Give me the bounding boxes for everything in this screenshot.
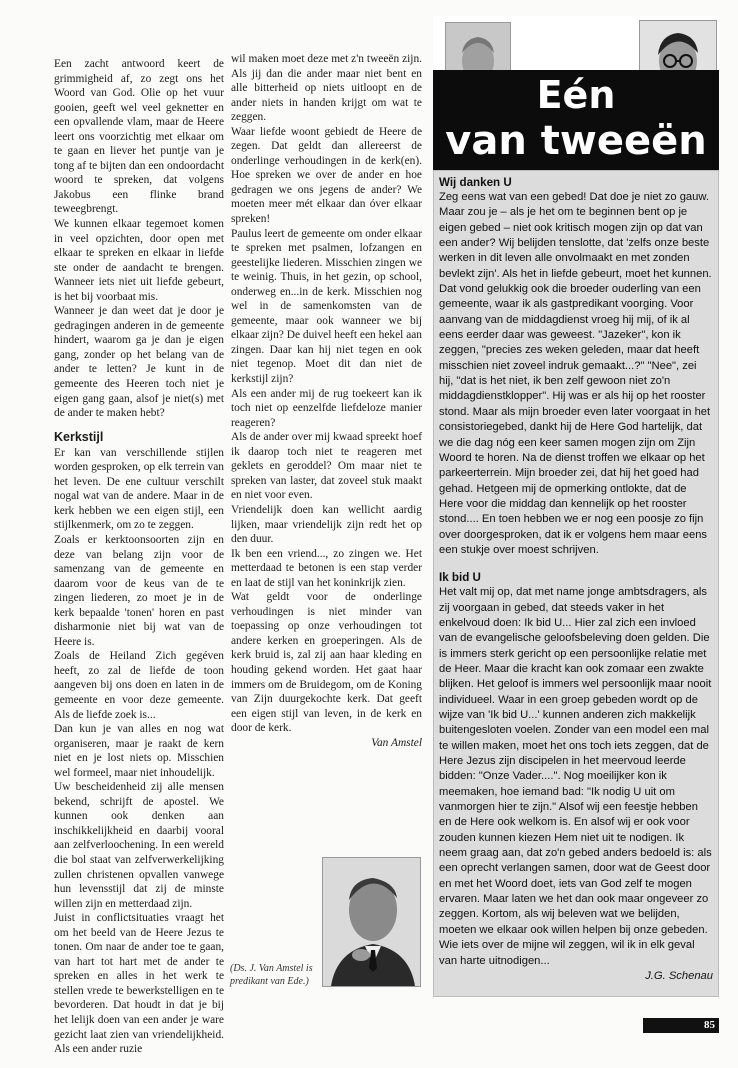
article-column-2	[231, 52, 422, 750]
section-heading-kerkstijl: Kerkstijl	[54, 429, 104, 444]
column-title-box	[433, 70, 719, 170]
section-heading-wij-danken-u: Wij danken U	[439, 176, 512, 189]
paragraph: We kunnen elkaar tegemoet komen in veel opzichten, door open met elkaar te spreken en elkaar in liefde ste onder de aandacht te brengen. Wanneer iets niet uit liefde gebeurt, is het bij voorbaat mis.	[54, 218, 224, 303]
paragraph: Als de ander over mij kwaad spreekt hoef ik daarop toch niet te reageren met geklets en geroddel? Om maar niet te spreken van laster, dat zoveel stuk maakt en niet voor even.	[231, 431, 422, 502]
photo-caption: (Ds. J. Van Amstel is predikant van Ede.)	[230, 963, 313, 987]
column-title-line-1: Eén	[536, 73, 616, 117]
author-photo-van-amstel	[322, 857, 421, 987]
paragraph: Zeg eens wat van een gebed! Dat doe je niet zo gauw. Maar zou je – als je het om te beginnen bent op je eigen gebed – niet ook kritisch mogen zijn op dat van een ander? Wij belijden tenslotte, dat 'zelfs onze beste werken in dit leven alle onvolmaakt en met zonden bevlekt zijn'. Als het in liefde gebeurt, moet het kunnen. Dat vond gelukkig ook die broeder ouderling van een gemeente, waar ik als gastpredikant voorging. Voor aanvang van de middagdienst vroeg hij mij, of ik al eens eerder daar was geweest. "Jazeker", kon ik zeggen, "precies zes weken geleden, maar dat heeft misschien niet zoveel indruk gemaakt...?" "Nee", zei hij, "dat is het niet, ik ben zelf gewoon niet zo'n middagdienstklopper". Hij was er als hij op het rooster stond. Maar als mijn broeder even later voorgaat in het consistoriegebed, dankt hij de Here God hartelijk, dat we die dag nóg een keer samen mogen zijn om Zijn Woord te horen. Na de dienst troffen we elkaar op het parkeerterrein. Mijn broeder zei, dat hij het goed had gehad. Hetgeen mij de opmerking ontlokte, dat de Here voor die middag dan kennelijk op het rooster stond.... En toen hebben we er nog een poosje zo fijn over doorgesproken, dat ik er volgens hem maar eens een stukje over moest schrijven.	[439, 191, 712, 556]
paragraph: Als een ander mij de rug toekeert kan ik toch niet op eenzelfde liefdeloze manier reageren?	[231, 387, 422, 429]
sidebar-column	[439, 176, 713, 984]
article-column-1	[54, 57, 224, 1057]
paragraph: Wat geldt voor de onderlinge verhoudingen is niet minder van toepassing op onze verhoudingen tot andere kerken en groeperingen. Als de kerk bruid is, zal zij aan haar kleding en houding gekend worden. Het gaat haar immers om de Bruidegom, om de Koning van Zijn duurgekochte kerk. Dat geeft een eigen stijl van leven, in de kerk en door de kerk.	[231, 591, 422, 735]
paragraph: Uw bescheidenheid zij alle mensen bekend, schrijft de apostel. We kunnen ook denken aan inschikkelijkheid en daarbij vooral aan zelfverloochening. In een wereld die bol staat van zelfverwerkelijking zullen christenen opvallen vanwege hun levensstijl dat zij de minste willen zijn en metterdaad zijn.	[54, 781, 224, 910]
paragraph: Vriendelijk doen kan wellicht aardig lijken, maar vriendelijk zijn redt het op den duur.	[231, 503, 422, 546]
paragraph: Er kan van verschillende stijlen worden gesproken, op elk terrein van het leven. De ene cultuur verschilt nogal wat van de andere. Maar in de kerk hebben we een eigen stijl, een stijlkenmerk, om zo te zeggen.	[54, 446, 224, 532]
paragraph: Zoals er kerktoonsoorten zijn en deze van belang zijn voor de samenzang van de gemeente en daarom voor de keus van de te zingen liederen, zo moet je in de kerk bepaalde 'tonen' horen en past disharmonie niet bij wat van de Heere is.	[54, 533, 224, 648]
paragraph: Paulus leert de gemeente om onder elkaar te spreken met psalmen, lofzangen en geestelijke liederen. Misschien zingen we te weinig. Thuis, in het gezin, op school, onderweg en...in de kerk. Misschien nog wel in de samenkomsten van de gemeente, maar ook wanneer we bij elkaar zijn? De duivel heeft een hekel aan zingen. Daar kan hij niet tegen en ook niet tegenop. Moet dit dan niet de kerkstijl zijn?	[231, 227, 422, 386]
paragraph: Ik ben een vriend..., zo zingen we. Het metterdaad te betonen is een stap verder en laat de stijl van het koninkrijk zien.	[231, 547, 422, 589]
author-signature: Van Amstel	[371, 736, 422, 749]
paragraph: Wanneer je dan weet dat je door je gedragingen anderen in de gemeente hindert, waarom ga je dan je eigen gang, zonder op het belang van de ander te letten? Je kunt in de gemeente des Heeren toch niet je eigen gang gaan, alsof je niet(s) met de ander te maken hebt?	[54, 305, 224, 420]
paragraph: Juist in conflictsituaties vraagt het om het beeld van de Heere Jezus te tonen. Om naar de ander toe te gaan, van hart tot hart met de ander te spreken en alles in het werk te stellen vrede te bewerkstelligen en te bevorderen. Dat houdt in dat je bij het lelijk doen van een ander je ware gezicht laat zien van vriendelijkheid. Als een ander ruzie	[54, 912, 224, 1056]
paragraph: wil maken moet deze met z'n tweeën zijn. Als jij dan die ander maar niet bent en alle bitterheid op niets uitloopt en de ander niets in handen krijgt om wat te zeggen.	[231, 53, 422, 124]
paragraph: Zoals de Heiland Zich gegéven heeft, zo zal de liefde de toon aangeven bij ons doen en laten in de gemeente en voor deze gemeente. Als de liefde zoek is...	[54, 650, 224, 721]
section-heading-ik-bid-u: Ik bid U	[439, 571, 481, 585]
page-number: 85	[643, 1018, 719, 1033]
paragraph: Een zacht antwoord keert de grimmigheid af, zo zegt ons het Woord van God. Olie op het vuur gooien, geeft wel veel geknetter en een opvallende vlam, maar de Heere leert ons voorzichtig met elkaar om te gaan en liever het puntje van je tong af te bijten dan een ondoordacht woord te spreken, dat volgens Jakobus een flinke brand teweegbrengt.	[54, 58, 224, 216]
paragraph: Het valt mij op, dat met name jonge ambtsdragers, als zij voorgaan in gebed, dat steeds vaker in het enkelvoud doen: Ik bid U... Hier zal zich een invloed van de evangelische geloofsbeleving doen gelden. Die is immers sterk gericht op een persoonlijke relatie met de Heer. Maar die kracht kan ook zomaar een zwakte blijken. Het geloof is immers wel persoonlijk maar nooit individueel. Waar in een groep gebeden wordt op de wijze van 'Ik bid U...' kunnen anderen zich makkelijk buitengesloten voelen. Zonder van een model een mal te willen maken, moet het ons toch iets zeggen, dat de Here Jezus zijn discipelen in het meervoud leerde bidden: "Onze Vader....". Nog moeilijker kon ik meemaken, hoe iemand bad: "Ik nodig U uit om vanmorgen hier te zijn." Alsof wij een feestje hebben en de Here ook welkom is. En alsof wij er ook voor zouden kunnen kiezen Hem niet uit te nodigen. Ik neem graag aan, dat zo'n gebed anders bedoeld is: als een oprecht verlangen samen, door wat de Geest door en met het Woord doet, iets van God zelf te mogen ervaren. Maar laten we het dan ook maar ongeveer zo zeggen. Kortom, als wij beleven wat we belijden, moeten we elkaar ook willen helpen bij onze gebeden. Wie iets over de mijne wil zeggen, wil ik in elk geval van harte uitnodigen...	[439, 586, 712, 967]
author-signature: J.G. Schenau	[645, 969, 713, 982]
column-title-line-2: van tweeën	[445, 118, 707, 164]
paragraph: Dan kun je van alles en nog wat organiseren, maar je raakt de kern niet en je lost niets op. Misschien wel formeel, maar niet inhoudelijk.	[54, 723, 224, 779]
paragraph: Waar liefde woont gebiedt de Heere de zegen. Dat geldt dan allereerst de onderlinge verhoudingen in de kerk(en). Hoe spreken we over de ander en hoe gedragen we ons jegens de ander? We moeten meer mét elkaar dan óver elkaar spreken!	[231, 125, 422, 226]
